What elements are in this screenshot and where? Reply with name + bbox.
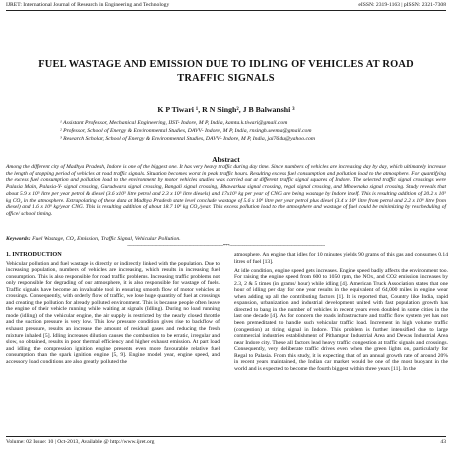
paragraph: At idle condition, engine speed gets increases. Engine speed badly affects the environment too. For raising the engine speed from 600 to 1050 rpm, the NOx, and CO2 emission increases by 2.3, 2 & 5 times (in grams/ hour) while idling [4]. American Truck Association states that one hour of idling per day for one year results in the equivalent of 64,000 miles in engine wear when adding up all the contributing factors [1]. It is reported that, Country like India, rapid expansion, urbanization and industrial development united with fast population growth has directed to bang in the number of vehicles in recent years even doubled in some cities in the last one decade [4]. As for concern the roads infrastructure and traffic flow system yet has not been premeditated to handle such vehicular traffic load. Increment in high volume traffic (congestion) at tiring signal in Indore. This problem is further intensified due to large commercial industries establishment of Pithampur Industrial Area and Dewas Industrial Area near Indore city. These all factors lead heavy traffic congestion at traffic signals and crossings. Consequently, very deliberate traffic drives even when the green lights on, particularly for Regal to Palasia. From this study, it is expecting that of an annual growth rate of around 20% in recent years maintained, the Indian car market would be one of the most buoyant in the world and is expected to become the fourth biggest within three years [11]. In the — [234, 267, 448, 372]
keywords — [6, 236, 446, 242]
abstract-text: Among the different city of Madhya Pradesh, Indore is one of the biggest one. It has very heavy traffic during day time. Since numbers of vehicles are increasing day by day, which ultimately increase the length of stopping period of vehicles at road traffic signals. Situation becomes worst in peak traffic hours. Resulting excess fuel consumption and pollution load to the atmosphere. For quantifying the excess fuel consumption and pollution load to the environment by motor vehicles studies was carried out at different traffic signal squares of Indore. The selected traffic signal crossings were Palasia Main, Palasia-Y- signal crossing, Gurudwara signal crossing, Bangali signal crossing, Bhawarkua signal crossing, regal signal crossing, and Mhownaka signal crossing. Study reveals that about 5.9 x 10⁵ litre per year petrol & diesel (3.6 x10⁵ litre petrol and 2.3 x 10⁵ litre diesels) and 17x10⁵ kg per year of CNG are being wastage by Indore itself. This is resulting addition of 20.2 x 10⁵ kg CO₂ in the atmosphere. Extrapolating of these data at Madhya Pradesh state level conclude wastage of 5.6 x 10⁶ litre per year petrol plus diesel (3.4 x 10⁶ litre from petrol and 2.2 x 10⁶ litre from diesel) and 1.6 x 10⁶ kg/year CNG. This is resulting addition of about 18.7 10⁶ kg CO₂/year. This excess pollution load to the atmosphere and wastage of fuel could be minimizing by rescheduling of office/ school timing. — [6, 164, 446, 217]
page-footer — [6, 439, 446, 445]
keywords-label: Keywords: — [6, 236, 31, 242]
page-number: 43 — [440, 439, 446, 445]
keywords-list: Fuel Wastage, CO₂ Emission, Traffic Signal, Vehicular Pollution. — [32, 236, 181, 242]
section-separator: ----------------------------------------------------------------------***---------------------------------------------------------------------- — [127, 244, 325, 249]
paragraph: atmosphere. An engine that idles for 10 minutes yields 90 grams of this gas and consumes 0.14 litres of fuel [13]. — [234, 252, 448, 265]
affiliation-2: ² Professor, School of Energy & Environmental Studies, DAVV- Indore, M P, India, rnsingh.seema@gmail.com — [60, 128, 312, 134]
header-rule — [6, 10, 446, 11]
affiliation-1: ¹ Assistant Professor, Mechanical Engineering, IIST- Indore, M P, India, kamta.k.tiwari@gmail.com — [60, 120, 288, 126]
left-column — [6, 252, 220, 368]
footer-rule — [6, 436, 446, 437]
volume-info: Volume: 02 Issue: 10 | Oct-2013, Available @ http://www.ijret.org — [6, 439, 155, 445]
section-heading: 1. INTRODUCTION — [6, 251, 62, 258]
issn: eISSN: 2319-1163 | pISSN: 2321-7308 — [358, 2, 446, 8]
right-column — [234, 252, 448, 375]
affiliations — [60, 119, 400, 143]
journal-name: IJRET: International Journal of Research in Engineering and Technology — [6, 2, 170, 8]
abstract-heading: Abstract — [212, 155, 240, 164]
journal-header — [6, 2, 446, 8]
author-list: K P Tiwari ¹, R N Singh², J B Balwanshi ³ — [157, 105, 295, 114]
affiliation-3: ³ Research Scholar, School of Energy & Environmental Studies, DAVV- Indore, M P, India, jai764u@yahoo.com — [60, 136, 315, 142]
paragraph: Vehicular pollution and fuel wastage is directly or indirectly linked with the population. Due to increasing population, numbers of vehicles are increasing, which results in increasing fuel consumption. This is also responsible for road traffic problems. Increasing traffic problems not only responsible for degrading of our atmosphere, it is also responsible for wastage of fuels. Traffic signals have become an invaluable tool in ensuring smooth flow of motor vehicles at crossings. Consequently, with orderly flow of traffic, we lose huge quantity of fuel at crossings and creating the pollution for already polluted environment. This is because people often leave the engine of their vehicle running while waiting at signals (Idling). During no load running mode (idling) of the vehicular engine, the air supply is restricted by the nearly closed throttle and the suction pressure is very low. This low pressure condition gives rise to backflow of exhaust pressure, results an increase the amount of residual gases and reducing the fresh mixture inhaled [5]. Idling increases dilution causes the combustion to be erratic, irregular and slow, so obtained, results in poor thermal efficiency and higher exhaust emission. At part load and idling the compression ignition engine presents even more favourable relative fuel consumption than the spark ignition engine [5, 9]. Engine model year, engine speed, and accessory load conditions are also greatly polluted the — [6, 260, 220, 365]
paper-title: FUEL WASTAGE AND EMISSION DUE TO IDLING OF VEHICLES AT ROAD TRAFFIC SIGNALS — [38, 59, 414, 84]
